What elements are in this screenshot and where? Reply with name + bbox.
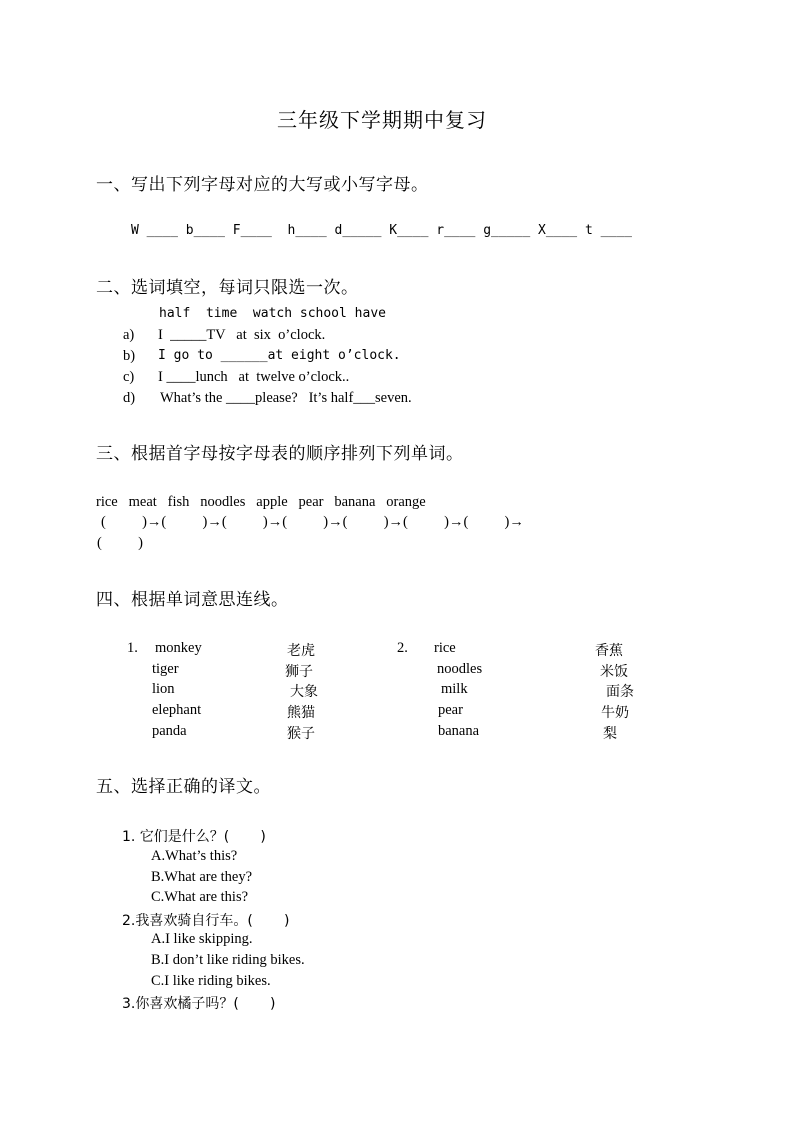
english-word: rice (434, 640, 456, 656)
chinese-word: 大象 (290, 684, 318, 700)
group-1-number: 1. (127, 640, 138, 656)
english-word: milk (441, 681, 468, 697)
question-2: 2.我喜欢骑自行车。( ) (122, 913, 290, 929)
page-title: 三年级下学期期中复习 (277, 110, 487, 132)
option: B.What are they? (151, 869, 253, 885)
section-2-heading: 二、选词填空，每词只限选一次。 (96, 278, 359, 297)
chinese-word: 狮子 (285, 664, 313, 680)
fill-item: I go to ______at eight o’clock. (158, 348, 401, 363)
question-3: 3.你喜欢橘子吗？( ) (122, 996, 276, 1012)
english-word: noodles (437, 661, 483, 677)
item-label: a) (123, 327, 135, 343)
english-word: tiger (152, 661, 179, 677)
english-word: pear (438, 702, 463, 718)
order-blanks: ( )→( )→( )→( )→( )→( )→( )→ (101, 514, 524, 530)
chinese-word: 面条 (606, 684, 634, 700)
fill-item: What’s the ____please? It’s half___seven. (160, 390, 412, 406)
option: B.I don’t like riding bikes. (151, 952, 305, 968)
letter-blanks: W ____ b____ F____ h____ d_____ K____ r____ g_____ X____ t ____ (131, 223, 632, 238)
question-1: 1. 它们是什么？( ) (122, 829, 266, 845)
option: A.What’s this? (151, 848, 238, 864)
order-blank-last: ( ) (97, 535, 143, 551)
fill-item: I ____lunch at twelve o’clock.. (158, 369, 350, 385)
section-3-heading: 三、根据首字母按字母表的顺序排列下列单词。 (96, 444, 464, 463)
section-4-heading: 四、根据单词意思连线。 (96, 590, 289, 609)
chinese-word: 老虎 (287, 643, 315, 659)
english-word: elephant (152, 702, 202, 718)
chinese-word: 猴子 (287, 726, 315, 742)
group-2-number: 2. (397, 640, 408, 656)
english-word: banana (438, 723, 480, 739)
section-5-heading: 五、选择正确的译文。 (96, 777, 271, 796)
item-label: c) (123, 369, 135, 385)
option: C.I like riding bikes. (151, 973, 271, 989)
option: A.I like skipping. (151, 931, 253, 947)
word-bank: half time watch school have (159, 306, 386, 321)
english-word: lion (152, 681, 175, 697)
word-list: rice meat fish noodles apple pear banana orange (96, 494, 426, 510)
english-word: monkey (155, 640, 202, 656)
option: C.What are this? (151, 889, 249, 905)
item-label: b) (123, 348, 136, 364)
english-word: panda (152, 723, 187, 739)
chinese-word: 香蕉 (595, 643, 623, 659)
section-1-heading: 一、写出下列字母对应的大写或小写字母。 (96, 175, 429, 194)
fill-item: I _____TV at six o’clock. (158, 327, 326, 343)
chinese-word: 熊猫 (287, 705, 315, 721)
chinese-word: 梨 (603, 726, 617, 742)
item-label: d) (123, 390, 136, 406)
chinese-word: 牛奶 (601, 705, 629, 721)
chinese-word: 米饭 (600, 664, 628, 680)
